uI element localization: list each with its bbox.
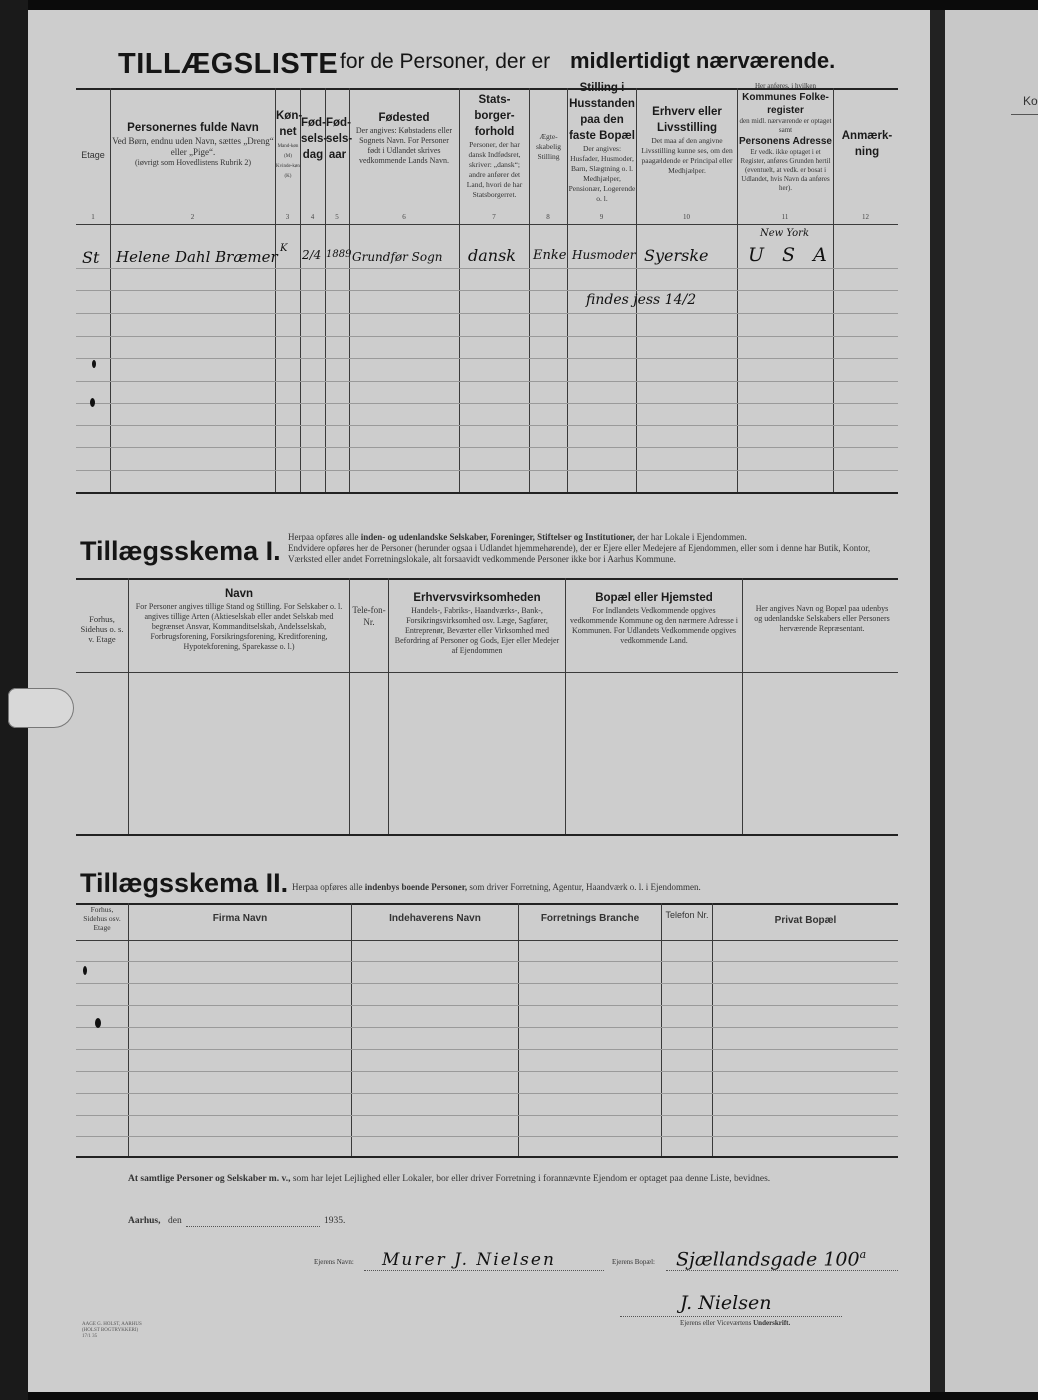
entry-registry: U S A xyxy=(748,244,833,266)
col-number: 8 xyxy=(546,213,550,221)
col-number: 3 xyxy=(285,213,290,221)
skema1-col-residence-sub: For Indlandets Vedkommende opgives vedkommende Kommune og den nærmere Adresse i Kommunen. For Udlandets Vedkommende opgives vedkommende Land. xyxy=(570,606,738,645)
skema1-col-business xyxy=(392,590,562,656)
col-name-note: (iøvrigt som Hovedlistens Rubrik 2) xyxy=(135,158,251,167)
col-sex-title: Køn-net xyxy=(276,110,303,138)
owner-name: Murer J. Nielsen xyxy=(382,1250,556,1270)
col-number: 4 xyxy=(310,213,315,221)
ink-mark xyxy=(90,398,95,407)
col-household-sub: Der angives: Husfader, Husmoder, Barn, Slægtning o. l. Medhjælper, Pensionær, Logerende o. l. xyxy=(568,144,636,203)
col-number: 9 xyxy=(599,213,604,221)
col-occupation-sub: Det maa af den angivne Livsstilling kunne ses, om den paagældende er Principal eller Medhjælper. xyxy=(641,136,733,175)
col-registry-header: Her anføres, i hvilken Kommunes Folke-register den midl. nærværende er optaget samt Personens Adresse Er vedk. ikke optaget i et Register, anføres Grunden hertil (eventuelt, at vedk. er bosat i Udlandet, hvis Navn da anføres her). xyxy=(738,82,832,192)
date-line xyxy=(186,1226,320,1227)
skema1-col-representative: Her angives Navn og Bopæl paa udenbys og udenlandske Selskabers eller Personers herværende Repræsentant. xyxy=(754,604,890,633)
footer-statement: At samtlige Personer og Selskaber m. v., som har lejet Lejlighed eller Lokaler, bor eller driver Forretning i forannævnte Ejendom er optaget paa denne Liste, bevidnes. xyxy=(128,1174,771,1184)
entry-birthday: 2/4 xyxy=(302,248,322,262)
ink-mark xyxy=(95,1018,101,1028)
main-title: TILLÆGSLISTE xyxy=(118,48,339,80)
skema1-col-name xyxy=(132,586,346,652)
col-birthplace-sub: Der angives: Købstadens eller Sognets Navn. For Personer født i Udlandet skrives vedkommende Lands Navn. xyxy=(355,126,453,165)
skema1-col-phone: Tele-fon-Nr. xyxy=(352,605,386,627)
footer-year: 1935. xyxy=(324,1216,346,1226)
paper-tab xyxy=(8,688,74,728)
skema2-title: Tillægsskema II. xyxy=(80,868,289,898)
main-title-last: midlertidigt nærværende. xyxy=(570,48,836,73)
signature-label: Ejerens eller Viceværtens Underskrift. xyxy=(680,1319,791,1327)
col-occupation-header xyxy=(638,104,736,176)
owner-address-label: Ejerens Bopæl: xyxy=(612,1258,655,1266)
entry-birthplace: Grundfør Sogn xyxy=(352,250,443,264)
col-number: 12 xyxy=(862,213,869,221)
col-citizenship-header xyxy=(461,92,528,200)
col-household-header xyxy=(568,80,636,204)
footer-den: den xyxy=(168,1216,182,1226)
col-household-title: Stilling i Husstanden paa den faste Bopæl xyxy=(569,82,635,142)
right-page-fragment: Ko xyxy=(1023,94,1038,108)
signature: J. Nielsen xyxy=(680,1292,772,1314)
col-name-sub: Ved Børn, endnu uden Navn, sættes „Dreng“ eller „Pige“. xyxy=(112,136,274,157)
col-address-title: Personens Adresse xyxy=(738,136,832,147)
col-name-title: Personernes fulde Navn xyxy=(127,122,259,134)
skema1-col-etage: Forhus, Sidehus o. s. v. Etage xyxy=(80,614,124,644)
entry-birthyear: 1889 xyxy=(326,249,352,260)
col-number: 10 xyxy=(683,213,690,221)
col-citizenship-sub: Personer, der har dansk Indfødsret, skriver: „dansk“; andre anfører det Land, hvori de har Statsborgerret. xyxy=(466,140,523,199)
entry-household: Husmoder xyxy=(572,248,636,262)
skema2-col-etage: Forhus, Sidehus osv. Etage xyxy=(83,905,121,932)
skema2-col-phone: Telefon Nr. xyxy=(665,910,709,920)
skema2-col-branch: Forretnings Branche xyxy=(540,913,640,924)
footer-city: Aarhus, xyxy=(128,1216,161,1226)
entry-note: findes jess 14/2 xyxy=(586,292,697,308)
entry-occupation: Syerske xyxy=(644,246,709,265)
ink-mark xyxy=(83,966,87,975)
col-number: 7 xyxy=(492,213,496,221)
entry-citizenship: dansk xyxy=(468,246,516,265)
skema2-col-owner: Indehaverens Navn xyxy=(389,913,481,924)
col-name-header xyxy=(112,120,274,168)
main-title-middle: for de Personer, der er xyxy=(340,50,551,73)
col-citizenship-title: Stats-borger-forhold xyxy=(474,94,515,138)
skema1-col-residence-title: Bopæl eller Hjemsted xyxy=(595,592,713,604)
col-number: 11 xyxy=(781,213,789,221)
skema1-title: Tillægsskema I. xyxy=(80,536,281,566)
owner-address: Sjællandsgade 100$^a$ xyxy=(676,1248,867,1271)
skema1-col-residence xyxy=(569,590,739,646)
skema1-col-business-title: Erhvervsvirksomheden xyxy=(413,592,541,604)
entry-sex: K xyxy=(280,243,288,254)
col-birthplace-header xyxy=(352,110,456,166)
entry-marital: Enke xyxy=(533,248,567,263)
skema2-col-firm: Firma Navn xyxy=(212,913,268,924)
skema1-col-business-sub: Handels-, Fabriks-, Haandværks-, Bank-, Forsikringsvirksomhed osv. Læge, Sagfører, Entreprenør, Beværter eller Virksomhed med Befordring af Personer og Gods, Ejer eller Medejer af Ejendommen xyxy=(394,606,560,655)
owner-name-label: Ejerens Navn: xyxy=(314,1258,354,1266)
skema2-col-private-address: Privat Bopæl xyxy=(774,915,837,926)
right-page xyxy=(945,10,1038,1392)
col-birthplace-title: Fødested xyxy=(378,112,430,124)
book-spine xyxy=(930,10,945,1392)
entry-name: Helene Dahl Bræmer xyxy=(116,248,278,266)
col-number: 6 xyxy=(402,213,406,221)
ink-mark xyxy=(92,360,96,368)
col-number: 5 xyxy=(335,213,339,221)
col-registry-sub: Er vedk. ikke optaget i et Register, anføres Grunden hertil (eventuelt, at vedk. er bosat i Udlandet, hvis Navn da anføres her). xyxy=(740,148,831,192)
col-sex-sub: Mand-køn (M) Kvinde-køn (K) xyxy=(276,144,300,179)
skema1-description: Herpaa opføres alle inden- og udenlandske Selskaber, Foreninger, Stiftelser og Institutioner, der har Lokale i Ejendommen. Endvidere opføres her de Personer (herunder ogsaa i Udlandet hjemmehørende), der er Ejere eller Medejere af Ejendommen, eller som i denne har Butik, Kontor, Værksted eller andet Forretningslokale, alt forsaavidt vedkommende Personer ikke bor i Aarhus Kommune. xyxy=(288,532,871,564)
col-sex-header xyxy=(276,108,303,180)
skema1-col-name-title: Navn xyxy=(224,588,254,600)
entry-etage: St xyxy=(82,248,100,267)
printer-imprint: AAGE G. HOLST, AARHUS (HOLST BOGTRYKKERI) 17/1 35 xyxy=(82,1322,142,1339)
col-etage-header: Etage xyxy=(81,150,105,160)
col-birthyear-header: Fød-sels-aar xyxy=(326,117,353,161)
col-number: 2 xyxy=(190,213,195,221)
entry-registry-above: New York xyxy=(760,228,809,239)
col-number: 1 xyxy=(91,213,95,221)
skema1-col-name-sub: For Personer angives tillige Stand og Stilling. For Selskaber o. l. angives tillige Arten (Aktieselskab eller andet Selskab med begrænset Ansvar, Kommanditselskab, Andelsselskab, Forbrugsforening, Forsikringsforening, Kreditforening, Hypotekforening, Sparekasse o. l.) xyxy=(135,602,343,651)
col-remark-header: Anmærk-ning xyxy=(841,130,893,158)
skema2-description: Herpaa opføres alle indenbys boende Personer, som driver Forretning, Agentur, Haandværk o. l. i Ejendommen. xyxy=(292,882,701,892)
col-birthday-header: Fød-sels-dag xyxy=(301,117,328,161)
col-marital-header: Ægte-skabelig Stilling xyxy=(536,132,561,161)
col-registry-title: Kommunes Folke-register xyxy=(742,92,829,116)
col-occupation-title: Erhverv eller Livsstilling xyxy=(652,106,722,134)
